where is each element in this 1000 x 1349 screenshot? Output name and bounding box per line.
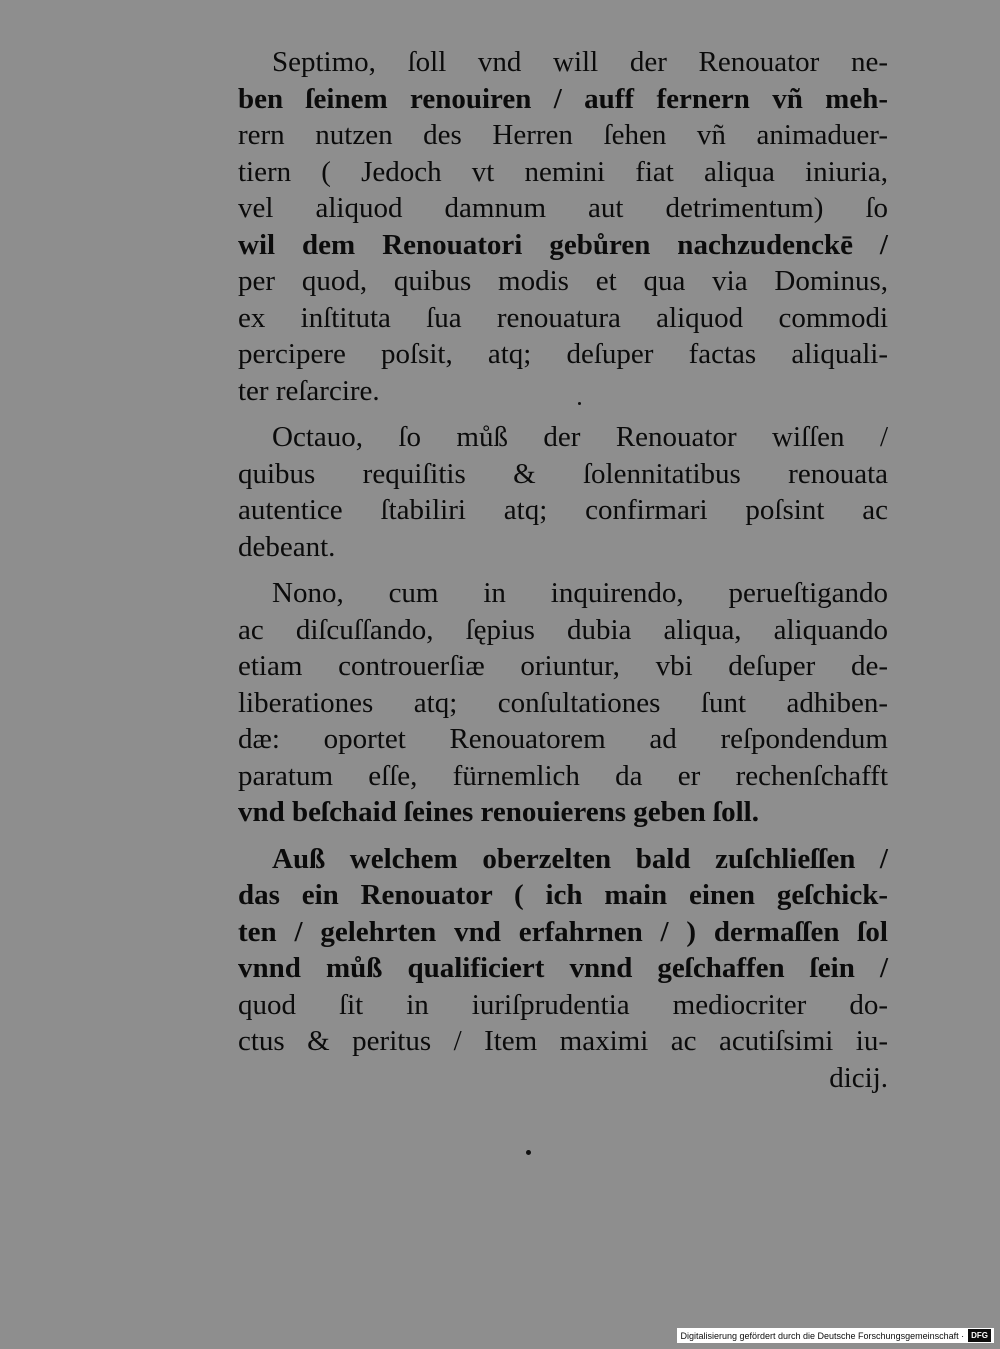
text-line: etiam controuerſiæ oriuntur, vbi deſuper de- — [238, 650, 888, 682]
text-line: tiern ( Jedoch vt nemini fiat aliqua iniuria, — [238, 155, 888, 188]
text-line: paratum eſſe, fürnemlich da er rechenſchafft — [238, 759, 888, 792]
ink-speck — [526, 1150, 531, 1155]
text-line: rern nutzen des Herren ſehen vñ animaduer- — [238, 119, 888, 151]
text-line: wil dem Renouatori gebůren nachzudenckē / — [238, 228, 888, 261]
text-line: Octauo, ſo můß der Renouator wiſſen / — [272, 421, 888, 453]
text-line: vnnd můß qualificiert vnnd geſchaffen ſein / — [238, 952, 888, 984]
text-line: ctus & peritus / Item maximi ac acutiſsimi iu- — [238, 1025, 888, 1057]
paragraph-septimo — [238, 44, 888, 409]
text-line: das ein Renouator ( ich main einen geſchick- — [238, 879, 888, 911]
digitization-footer — [677, 1328, 994, 1343]
text-line: liberationes atq; conſultationes ſunt adhiben- — [238, 686, 888, 719]
ink-speck — [578, 402, 581, 405]
paragraph-octauo — [238, 419, 888, 565]
footer-text: Digitalisierung gefördert durch die Deutsche Forschungsgemeinschaft · — [680, 1330, 965, 1341]
text-line: quibus requiſitis & ſolennitatibus renouata — [238, 457, 888, 490]
text-line: ten / gelehrten vnd erfahrnen / ) dermaſſen ſol — [238, 915, 888, 948]
paragraph-nono — [238, 575, 888, 831]
paragraph-conclusion — [238, 841, 888, 1097]
text-line: ex inſtituta ſua renouatura aliquod commodi — [238, 301, 888, 334]
text-line: dæ: oportet Renouatorem ad reſpondendum — [238, 723, 888, 755]
text-line: ben ſeinem renouiren / auff fernern vñ meh- — [238, 82, 888, 115]
text-line: ter reſarcire. — [238, 374, 380, 407]
text-line: Nono, cum in inquirendo, perueſtigando — [272, 577, 888, 609]
text-line: debeant. — [238, 530, 336, 563]
page-text — [238, 44, 888, 1106]
text-line: autentice ſtabiliri atq; confirmari poſsint ac — [238, 494, 888, 526]
text-line: ac diſcuſſando, ſępius dubia aliqua, aliquando — [238, 613, 888, 646]
text-line: vel aliquod damnum aut detrimentum) ſo — [238, 192, 888, 224]
text-line: per quod, quibus modis et qua via Dominus, — [238, 265, 888, 297]
text-line: Septimo, ſoll vnd will der Renouator ne- — [272, 46, 888, 78]
text-line: dicij. — [829, 1061, 888, 1094]
text-line: vnd beſchaid ſeines renouierens geben ſoll. — [238, 796, 759, 828]
text-line: percipere poſsit, atq; deſuper factas aliquali- — [238, 338, 888, 370]
dfg-logo: DFG — [968, 1329, 991, 1342]
text-line: Auß welchem oberzelten bald zuſchlieſſen / — [272, 842, 888, 875]
text-line: quod ſit in iuriſprudentia mediocriter do- — [238, 988, 888, 1021]
